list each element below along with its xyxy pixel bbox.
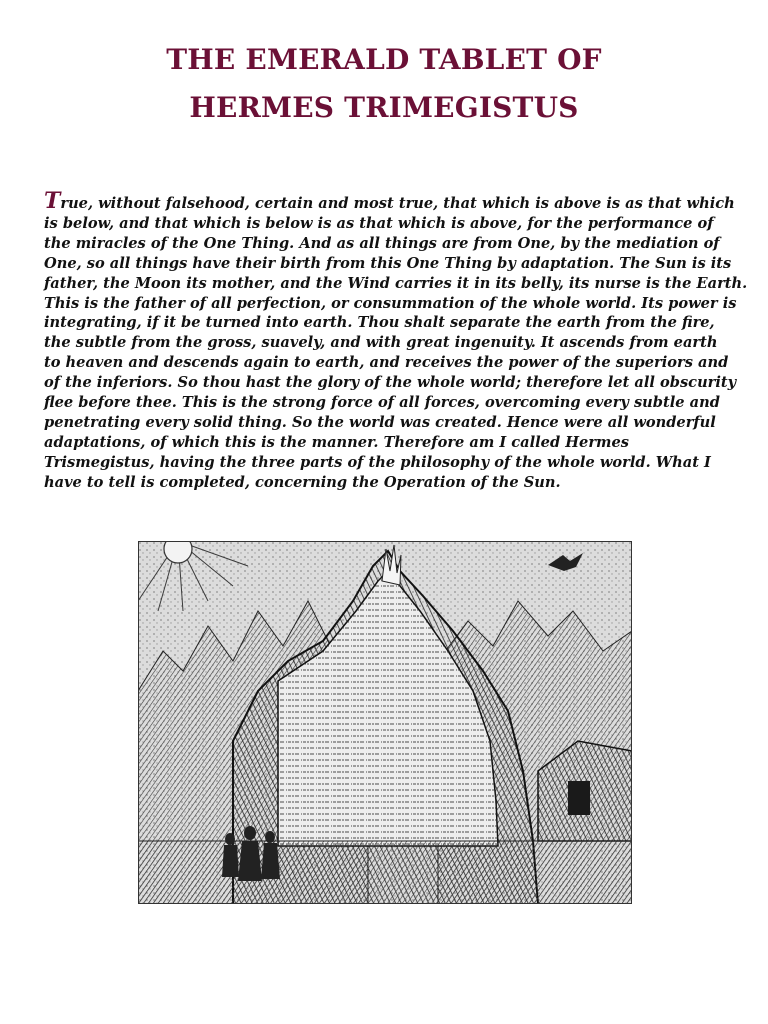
- body-line: This is the father of all perfection, or consummation of the whole world. Its power is: [44, 294, 737, 312]
- body-line: to heaven and descends again to earth, and receives the power of the superiors and: [44, 354, 729, 372]
- sun-icon: [164, 541, 192, 563]
- emerald-tablet-engraving: [138, 541, 632, 904]
- figures-group: [222, 826, 280, 881]
- body-line: the miracles of the One Thing. And as all things are from One, by the mediation of: [44, 234, 720, 252]
- first-line-text: rue, without falsehood, certain and most true, that which is above is as that which: [60, 195, 735, 212]
- foreground-ground: [138, 841, 632, 904]
- body-line: Trismegistus, having the three parts of the philosophy of the whole world. What I: [44, 453, 711, 471]
- tablet-text: [44, 188, 748, 493]
- title-line-2: HERMES TRIMEGISTUS: [189, 91, 579, 124]
- body-line: is below, and that which is below is as that which is above, for the performance of: [44, 214, 714, 232]
- drop-cap: T: [44, 188, 61, 214]
- body-line: flee before thee. This is the strong force of all forces, overcoming every subtle and: [44, 394, 720, 412]
- title-line-1: THE EMERALD TABLET OF: [166, 43, 602, 76]
- body-line: have to tell is completed, concerning the Operation of the Sun.: [44, 473, 561, 491]
- body-line: father, the Moon its mother, and the Wind carries it in its belly, its nurse is the Earth.: [44, 274, 748, 292]
- body-line: adaptations, of which this is the manner. Therefore am I called Hermes: [44, 433, 629, 451]
- engraving-image: [138, 541, 632, 904]
- body-line: of the inferiors. So thou hast the glory of the whole world; therefore let all obscurity: [44, 374, 737, 392]
- body-line: integrating, if it be turned into earth. Thou shalt separate the earth from the fire,: [44, 314, 715, 332]
- body-line: the subtle from the gross, suavely, and with great ingenuity. It ascends from earth: [44, 334, 718, 352]
- body-line: [44, 188, 735, 214]
- body-line: penetrating every solid thing. So the world was created. Hence were all wonderful: [44, 413, 716, 431]
- body-line: One, so all things have their birth from this One Thing by adaptation. The Sun is its: [44, 254, 732, 272]
